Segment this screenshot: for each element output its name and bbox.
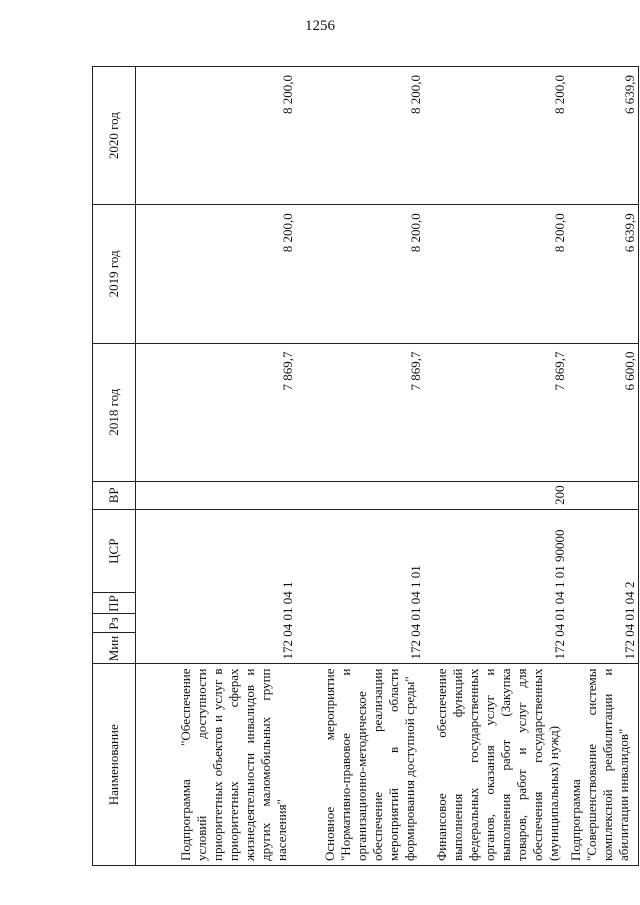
page-number: 1256 — [305, 18, 335, 34]
row-2018: 6 600,0 — [568, 343, 639, 481]
row-codes: 172 04 01 04 1 01 90000 — [424, 509, 568, 664]
budget-table — [92, 66, 639, 866]
row-2020: 6 639,9 — [568, 67, 639, 205]
row-vr — [136, 481, 296, 509]
row-codes: 172 04 01 04 1 01 — [296, 509, 424, 664]
row-vr — [296, 481, 424, 509]
header-pr: ПР — [93, 593, 135, 614]
row-name: Подпрограмма "Совершенствование системы комплексной реабилитации и абилитации инвалидов" — [568, 664, 639, 866]
table-header-row — [93, 67, 136, 866]
table-row — [424, 67, 568, 866]
row-2020: 8 200,0 — [136, 67, 296, 205]
header-min: Мин — [93, 633, 135, 664]
row-name: Подпрограмма "Обеспечение условий доступности приоритетных объектов и услуг в приоритетных сферах жизнедеятельности инвалидов и других маломобильных групп населения" — [136, 664, 296, 866]
header-2018: 2018 год — [93, 343, 136, 481]
row-name: Основное мероприятие "Нормативно-правовое и организационно-методическое обеспечение реализации мероприятий в области формирования доступной среды" — [296, 664, 424, 866]
row-2019: 8 200,0 — [296, 205, 424, 343]
row-codes: 172 04 01 04 1 — [136, 509, 296, 664]
header-2019: 2019 год — [93, 205, 136, 343]
row-2018: 7 869,7 — [296, 343, 424, 481]
row-2019: 8 200,0 — [424, 205, 568, 343]
header-name: Наименование — [93, 664, 136, 866]
row-codes: 172 04 01 04 2 — [568, 509, 639, 664]
rotated-page — [92, 66, 637, 866]
header-csr: ЦСР — [106, 538, 121, 564]
row-2018: 7 869,7 — [136, 343, 296, 481]
table-row — [568, 67, 639, 866]
row-2019: 6 639,9 — [568, 205, 639, 343]
header-vr: ВР — [93, 481, 136, 509]
row-name: Финансовое обеспечение выполнения функций федеральных государственных органов, оказания услуг и выполнения работ (Закупка товаров, работ и услуг для обеспечения государственных (муниципальных) нужд) — [424, 664, 568, 866]
table-row — [296, 67, 424, 866]
header-2020: 2020 год — [93, 67, 136, 205]
row-vr — [568, 481, 639, 509]
row-vr: 200 — [424, 481, 568, 509]
row-2019: 8 200,0 — [136, 205, 296, 343]
row-2020: 8 200,0 — [424, 67, 568, 205]
row-2018: 7 869,7 — [424, 343, 568, 481]
header-rz: Рз — [93, 614, 135, 633]
header-codes — [93, 509, 136, 664]
row-2020: 8 200,0 — [296, 67, 424, 205]
table-row — [136, 67, 296, 866]
